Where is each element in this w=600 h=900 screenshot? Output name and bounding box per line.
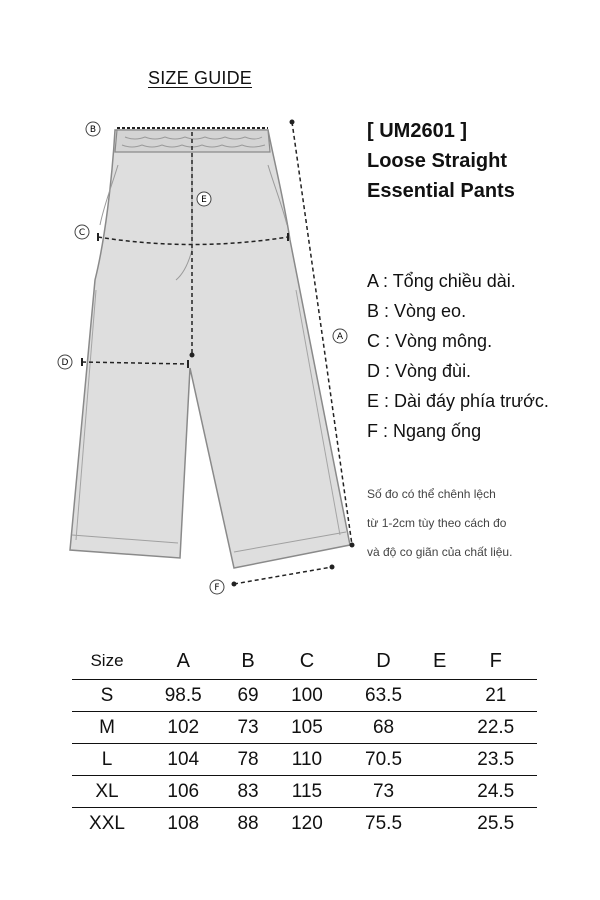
- cell-e: [425, 712, 455, 744]
- cell-d: 73: [342, 776, 424, 808]
- legend-item-c: C : Vòng mông.: [367, 331, 493, 351]
- note-line: từ 1-2cm tùy theo cách đo: [367, 516, 507, 530]
- table-row: [72, 808, 537, 840]
- svg-text:F: F: [214, 583, 220, 593]
- legend-item-f: F : Ngang ống: [367, 421, 482, 441]
- table-row: [72, 744, 537, 776]
- cell-size: XXL: [89, 812, 125, 834]
- cell-c: 120: [291, 812, 323, 834]
- cell-e: [425, 776, 455, 808]
- marker-e: [197, 192, 211, 206]
- measurement-legend: [367, 266, 549, 446]
- cell-e: [425, 808, 455, 840]
- note-line: Số đo có thể chênh lệch: [367, 487, 496, 501]
- marker-c: [75, 225, 89, 239]
- cell-b: 78: [224, 744, 271, 776]
- table-header-row: [72, 643, 537, 680]
- marker-d: [58, 355, 72, 369]
- cell-b: 88: [237, 812, 259, 834]
- cell-a: 102: [142, 712, 224, 744]
- marker-b: [86, 122, 100, 136]
- cell-d: 70.5: [342, 744, 424, 776]
- svg-text:D: D: [61, 358, 69, 368]
- cell-e: [425, 680, 455, 712]
- cell-b: 69: [224, 680, 271, 712]
- cell-a: 104: [142, 744, 224, 776]
- svg-text:A: A: [336, 332, 344, 342]
- product-name-line1: Loose Straight: [367, 150, 508, 172]
- header-a: A: [142, 643, 224, 680]
- header-b: B: [224, 643, 271, 680]
- cell-f: 24.5: [455, 776, 537, 808]
- table-row: [72, 712, 537, 744]
- size-table: [72, 643, 537, 839]
- cell-e: [425, 744, 455, 776]
- cell-c: 115: [272, 776, 343, 808]
- cell-a: 106: [142, 776, 224, 808]
- header-f: F: [455, 643, 537, 680]
- cell-a: 108: [167, 812, 200, 834]
- cell-d: 68: [342, 712, 424, 744]
- table-row: [72, 680, 537, 712]
- cell-size: L: [72, 744, 142, 776]
- cell-size: XL: [72, 776, 142, 808]
- measurement-note: [367, 480, 512, 567]
- cell-c: 100: [272, 680, 343, 712]
- legend-item-a: A : Tổng chiều dài.: [367, 271, 516, 291]
- svg-text:C: C: [78, 228, 86, 238]
- cell-a: 98.5: [142, 680, 224, 712]
- header-e: E: [425, 643, 455, 680]
- legend-item-e: E : Dài đáy phía trước.: [367, 391, 549, 411]
- marker-a: [333, 329, 347, 343]
- cell-f: 23.5: [455, 744, 537, 776]
- measure-line-f: [234, 567, 332, 584]
- cell-f: 25.5: [477, 812, 515, 834]
- cell-size: M: [72, 712, 142, 744]
- note-line: và độ co giãn của chất liệu.: [367, 545, 513, 559]
- product-title: [367, 116, 515, 206]
- cell-d: 63.5: [342, 680, 424, 712]
- table-row: [72, 776, 537, 808]
- header-size: Size: [72, 643, 142, 680]
- cell-size: S: [72, 680, 142, 712]
- cell-b: 73: [224, 712, 271, 744]
- svg-text:B: B: [89, 125, 97, 135]
- cell-b: 83: [224, 776, 271, 808]
- size-guide-title: SIZE GUIDE: [148, 68, 253, 88]
- cell-d: 75.5: [365, 812, 403, 834]
- marker-f: [210, 580, 224, 594]
- cell-f: 21: [455, 680, 537, 712]
- header-d: D: [342, 643, 424, 680]
- legend-item-d: D : Vòng đùi.: [367, 361, 472, 381]
- legend-item-b: B : Vòng eo.: [367, 301, 467, 321]
- svg-text:E: E: [201, 195, 207, 205]
- product-name-line2: Essential Pants: [367, 180, 515, 202]
- cell-c: 105: [272, 712, 343, 744]
- cell-c: 110: [272, 744, 343, 776]
- cell-f: 22.5: [455, 712, 537, 744]
- header-c: C: [272, 643, 343, 680]
- product-code: [ UM2601 ]: [367, 120, 468, 142]
